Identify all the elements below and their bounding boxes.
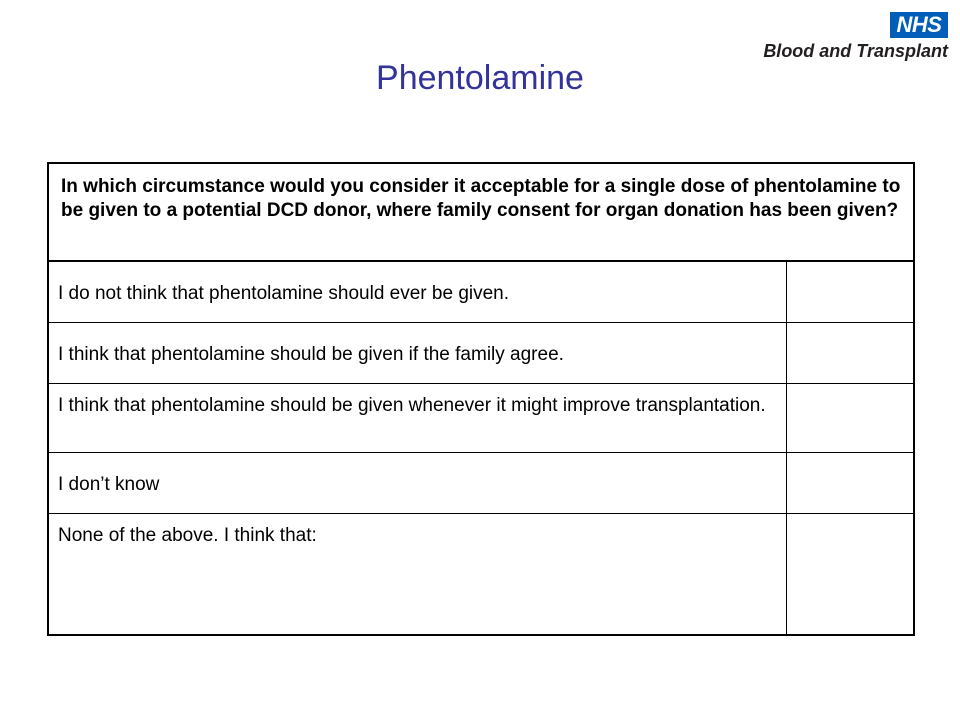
option-label: None of the above. I think that: [48, 514, 786, 636]
option-label: I don’t know [48, 453, 786, 514]
option-row [48, 261, 914, 323]
option-row [48, 514, 914, 636]
answer-box[interactable] [786, 384, 914, 453]
option-label: I think that phentolamine should be given if the family agree. [48, 323, 786, 384]
answer-box[interactable] [786, 514, 914, 636]
option-row [48, 323, 914, 384]
nhs-badge: NHS [890, 12, 948, 38]
answer-box[interactable] [786, 323, 914, 384]
page-title: Phentolamine [376, 59, 584, 97]
survey-table [47, 162, 915, 636]
answer-box[interactable] [786, 453, 914, 514]
question-text: In which circumstance would you consider it acceptable for a single dose of phentolamine to be given to a potential DCD donor, where family consent for organ donation has been given? [48, 163, 914, 261]
organisation-name: Blood and Transplant [763, 41, 948, 61]
option-label: I do not think that phentolamine should ever be given. [48, 261, 786, 323]
option-label: I think that phentolamine should be given whenever it might improve transplantation. [48, 384, 786, 453]
option-row [48, 453, 914, 514]
option-row [48, 384, 914, 453]
answer-box[interactable] [786, 261, 914, 323]
question-row [48, 163, 914, 261]
